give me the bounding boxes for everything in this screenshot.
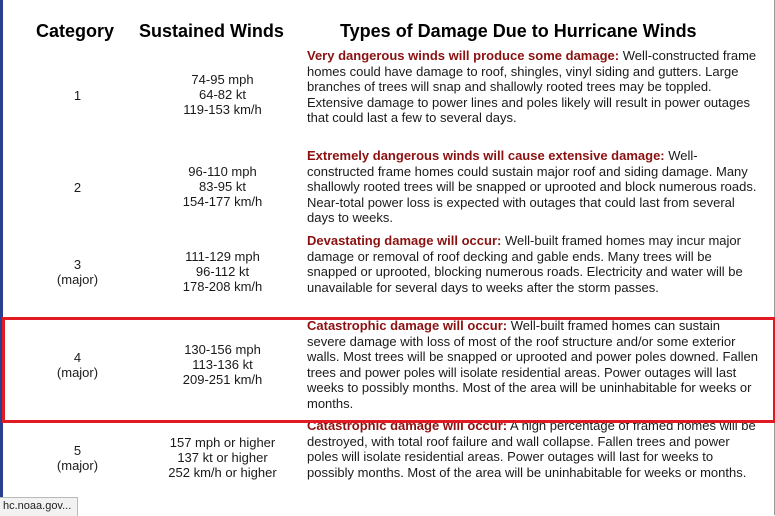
winds-cell <box>140 435 305 480</box>
category-major-label: (major) <box>56 365 99 380</box>
header-category: Category <box>36 21 115 41</box>
winds-kmh: 154-177 km/h <box>182 194 263 209</box>
category-number: 5 <box>73 443 82 458</box>
damage-lead: Very dangerous winds will produce some damage: <box>307 48 620 63</box>
category-cell <box>0 257 155 287</box>
category-cell <box>0 443 155 473</box>
winds-kt: 113-136 kt <box>192 357 253 372</box>
category-cell <box>0 180 155 195</box>
damage-description <box>307 418 762 480</box>
winds-kt: 137 kt or higher <box>177 450 268 465</box>
damage-body: Well-built framed homes can sustain severe damage with loss of most of the roof structure and/or some exterior walls. Most trees will be snapped or uprooted and power poles downed. Fallen trees and power poles will isolate residential areas. Power outages will last weeks to possibly months. Most of the area will be uninhabitable for weeks or months. <box>307 318 758 411</box>
winds-kmh: 209-251 km/h <box>182 372 263 387</box>
category-number: 4 <box>73 350 82 365</box>
winds-kt: 64-82 kt <box>199 87 246 102</box>
damage-body: Well-constructed frame homes could sustain major roof and siding damage. Many shallowly rooted trees will be snapped or uprooted and block numerous roads. Near-total power loss is expected with outages that could last from several days to weeks. <box>307 148 757 225</box>
header-damage-types: Types of Damage Due to Hurricane Winds <box>340 21 697 41</box>
damage-body: Well-constructed frame homes could have damage to roof, shingles, vinyl siding and gutters. Large branches of trees will snap and shallowly rooted trees may be toppled. Extensive damage to power lines and poles likely will result in power outages that could last a few to several days. <box>307 48 757 125</box>
winds-kmh: 119-153 km/h <box>183 102 262 117</box>
winds-kmh: 252 km/h or higher <box>168 465 277 480</box>
highlight-box-category-4 <box>2 317 775 423</box>
damage-lead: Catastrophic damage will occur: <box>307 318 508 333</box>
category-major-label: (major) <box>56 272 99 287</box>
winds-mph: 96-110 mph <box>188 164 257 179</box>
winds-kt: 96-112 kt <box>195 264 250 279</box>
winds-mph: 130-156 mph <box>184 342 261 357</box>
damage-body: A high percentage of framed homes will be destroyed, with total roof failure and wall collapse. Fallen trees and power poles will isolate residential areas. Power outages will last for weeks to possibly months. Most of the area will be uninhabitable for weeks or months. <box>307 418 756 480</box>
winds-kt: 83-95 kt <box>199 179 246 194</box>
winds-mph: 74-95 mph <box>191 72 254 87</box>
damage-lead: Extremely dangerous winds will cause extensive damage: <box>307 148 665 163</box>
winds-cell <box>140 72 305 117</box>
category-number: 2 <box>73 180 82 195</box>
status-bar-url: hc.noaa.gov... <box>0 497 78 516</box>
winds-cell <box>140 164 305 209</box>
damage-body: Well-built framed homes may incur major damage or removal of roof decking and gable ends. Many trees will be snapped or uprooted, blocking numerous roads. Electricity and water will be unavailable for several days to weeks after the storm passes. <box>307 233 743 295</box>
category-number: 1 <box>73 88 82 103</box>
category-number: 3 <box>73 257 82 272</box>
winds-mph: 111-129 mph <box>185 249 260 264</box>
category-major-label: (major) <box>56 458 99 473</box>
winds-kmh: 178-208 km/h <box>182 279 263 294</box>
header-sustained-winds: Sustained Winds <box>139 21 284 41</box>
damage-description <box>307 233 762 295</box>
damage-description <box>307 148 762 226</box>
damage-lead: Devastating damage will occur: <box>307 233 502 248</box>
damage-lead: Catastrophic damage will occur: <box>307 418 508 433</box>
category-cell <box>0 88 155 103</box>
damage-description <box>307 48 762 126</box>
winds-cell <box>140 249 305 294</box>
winds-mph: 157 mph or higher <box>169 435 276 450</box>
